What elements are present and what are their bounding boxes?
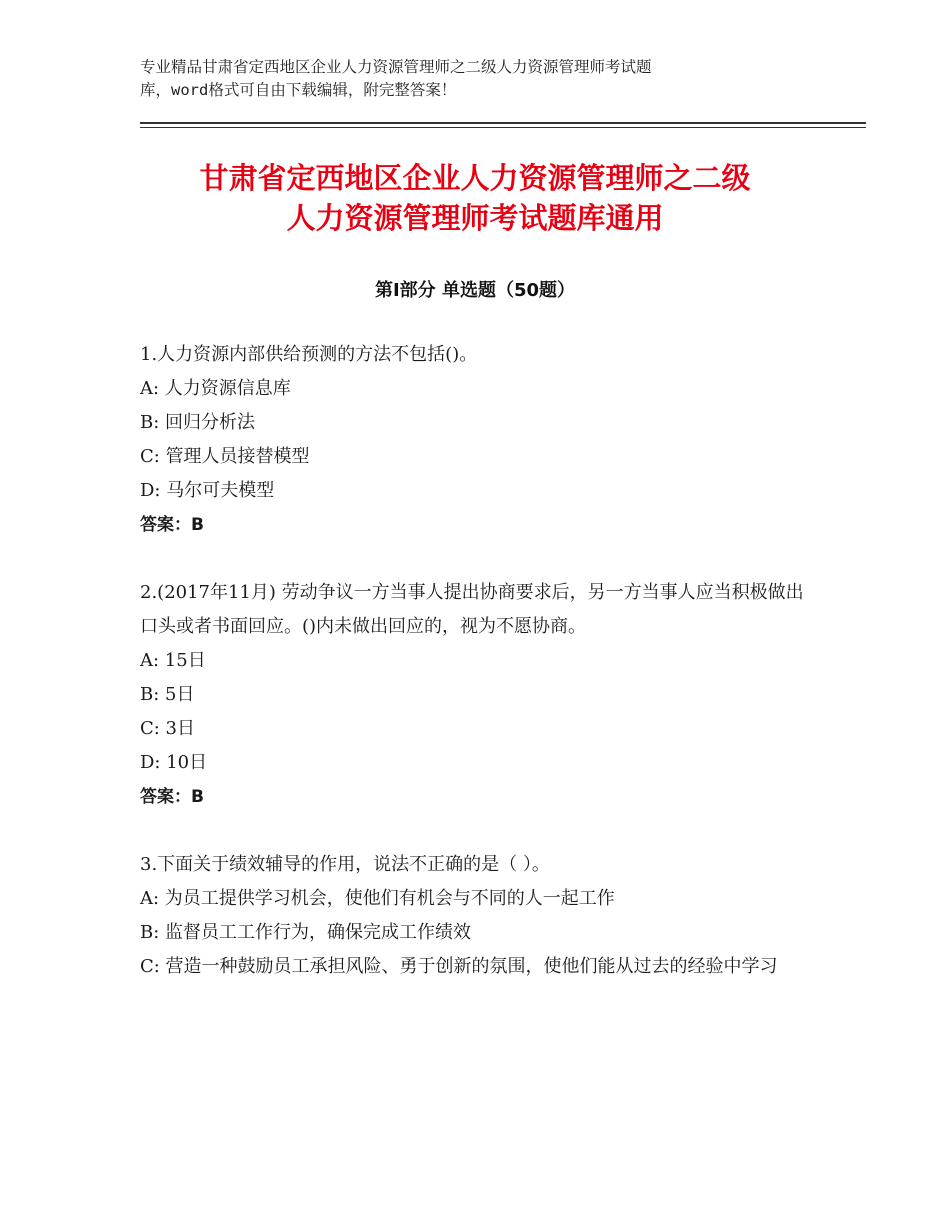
question-option: C: 营造一种鼓励员工承担风险、勇于创新的氛围，使他们能从过去的经验中学习 <box>140 956 778 977</box>
question-item <box>140 848 805 984</box>
question-option: A: 为员工提供学习机会，使他们有机会与不同的人一起工作 <box>140 888 615 909</box>
header-note-line: 库，word格式可自由下载编辑，附完整答案！ <box>140 81 457 99</box>
question-answer: 答案：B <box>140 787 204 807</box>
question-stem: 2.(2017年11月) 劳动争议一方当事人提出协商要求后，另一方当事人应当积极做出口头或者书面回应。()内未做出回应的，视为不愿协商。 <box>140 582 804 637</box>
question-option: C: 3日 <box>140 718 196 739</box>
question-option: B: 监督员工工作行为，确保完成工作绩效 <box>140 922 472 943</box>
question-option: D: 马尔可夫模型 <box>140 480 275 501</box>
question-answer: 答案：B <box>140 515 204 535</box>
document-title <box>0 158 950 238</box>
question-stem: 1.人力资源内部供给预测的方法不包括()。 <box>140 344 478 365</box>
section-heading: 第Ⅰ部分 单选题（50题） <box>374 280 575 301</box>
question-option: B: 5日 <box>140 684 195 705</box>
document-title-line: 甘肃省定西地区企业人力资源管理师之二级 <box>199 161 751 195</box>
header-note <box>140 56 840 102</box>
question-option: C: 管理人员接替模型 <box>140 446 310 467</box>
header-divider-thick <box>140 122 866 124</box>
question-option: A: 15日 <box>140 650 206 671</box>
question-item <box>140 338 805 542</box>
question-list <box>140 338 805 1018</box>
header-divider-thin <box>140 127 866 128</box>
document-title-line: 人力资源管理师考试题库通用 <box>286 201 664 235</box>
question-stem: 3.下面关于绩效辅导的作用，说法不正确的是（ ）。 <box>140 854 550 875</box>
question-option: D: 10日 <box>140 752 208 773</box>
question-option: B: 回归分析法 <box>140 412 256 433</box>
question-item <box>140 576 805 814</box>
header-note-line: 专业精品甘肃省定西地区企业人力资源管理师之二级人力资源管理师考试题 <box>140 58 652 76</box>
question-option: A: 人力资源信息库 <box>140 378 291 399</box>
